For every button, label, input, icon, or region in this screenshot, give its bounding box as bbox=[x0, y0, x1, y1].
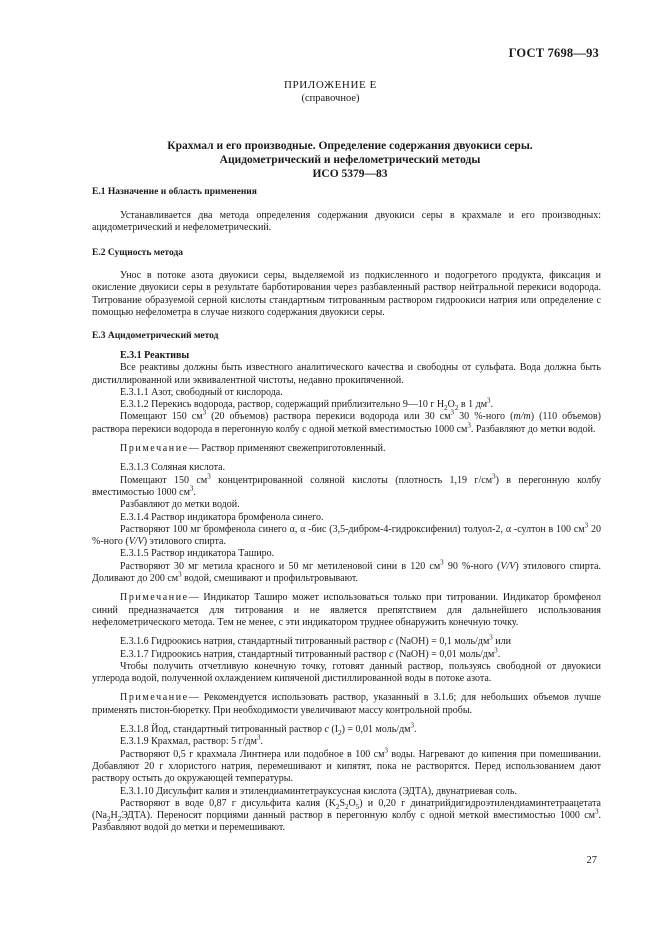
section-e3-body bbox=[92, 350, 601, 835]
note: Примечание— Рекомендуется использовать раствор, указанный в 3.1.6; для небольших объемов лучше применять пистон-бюретку. При необходимости увеличивают массу контрольной пробы. bbox=[92, 692, 601, 716]
subsection-heading: Е.3.1 Реактивы bbox=[120, 350, 190, 361]
paragraph: Помещают 150 $см^3$ концентрированной соляной кислоты (плотность 1,19 $г/см^3$) в перегонную колбу вместимостью 1000 $см^3$. bbox=[92, 472, 601, 498]
note: Примечание— Индикатор Таширо может использоваться только при титровании. Индикатор бромфенол синий предназначается для титрования и не является препятствием для дальнейшего использования нефелометрического метода. Тем не менее, с эти индикатором труднее обнаружить конечную точку. bbox=[92, 592, 601, 628]
paragraph: Устанавливается два метода определения содержания двуокиси серы в крахмале и его производных: ацидометрический и нефелометрический. bbox=[92, 210, 601, 234]
note: Примечание— Раствор применяют свежеприготовленный. bbox=[120, 443, 386, 455]
appendix-title: ПРИЛОЖЕНИЕ Е bbox=[284, 79, 377, 91]
paragraph: Е.3.1.2 Перекись водорода, раствор, содержащий приблизительно 9—10 г $H_2O_2$ в 1 $дм^3$. bbox=[120, 396, 494, 413]
standard-header: ГОСТ 7698—93 bbox=[508, 46, 599, 60]
paragraph: Е.3.1.3 Соляная кислота. bbox=[120, 462, 226, 474]
paragraph: Разбавляют до метки водой. bbox=[120, 499, 240, 511]
paragraph: Е.3.1.9 Крахмал, раствор: 5 $г/дм^3$. bbox=[120, 733, 263, 748]
paragraph: Растворяют 100 мг бромфенола синего α, α -бис (3,5-дибром-4-гидроксифенил) толуол-2, α -султон в 100 $см^3$ 20 %-ного (V/V) этилового спирта. bbox=[92, 521, 602, 548]
paragraph: Е.3.1.5 Раствор индикатора Таширо. bbox=[120, 548, 275, 560]
section-e2-heading: Е.2 Сущность метода bbox=[92, 248, 183, 258]
paragraph: Е.3.1.6 Гидроокись натрия, стандартный титрованный раствор c (NaOH) = 0,1 моль/$дм^3$ или bbox=[120, 633, 511, 648]
paragraph: Унос в потоке азота двуокиси серы, выделяемой из подкисленного и подогретого продукта, фиксация и окисление двуокиси серы в результате барботирования через разбавленный раствор нейтральной перекиси водорода. Титрование образуемой серной кислоты стандартным титрованным раствором гидроокиси натрия или определение с помощью нефелометра в случае низкого содержания двуокиси серы. bbox=[92, 270, 601, 318]
paragraph: Е.3.1.7 Гидроокись натрия, стандартный титрованный раствор c (NaOH) = 0,01 моль/$дм^3$. bbox=[120, 646, 501, 660]
section-e3-heading: Е.3 Ацидометрический метод bbox=[92, 331, 219, 341]
title-line-2: Ацидометрический и нефелометрический методы bbox=[219, 154, 481, 166]
title-line-1: Крахмал и его производные. Определение содержания двуокиси серы. bbox=[167, 140, 533, 152]
paragraph: Растворяют в воде 0,87 г дисульфита калия $(K_2S_2O_5)$ и 0,20 г динатрийдигидроэтилендиаминтетраацетата $(Na_2H_2ЭДТА)$. Переносят порциями данный раствор в перегонную колбу с одной меткой вместимостью 1000 $см^3$. Разбавляют водой до метки и перемешивают. bbox=[92, 797, 601, 834]
document-title bbox=[90, 139, 610, 181]
paragraph: Е.3.1.8 Йод, стандартный титрованный раствор c $(I_2) = 0,01$ моль/$дм^3$. bbox=[120, 721, 417, 738]
appendix-subtitle: (справочное) bbox=[301, 93, 360, 104]
paragraph: Помещают 150 $см^3$ (20 объемов) раствора перекиси водорода или 30 $см^3$ 30 %-ного (m/m) (110 объемов) раствора перекиси водорода в перегонную колбу с одной меткой вместимостью 1000 $см^3$. Разбавляют до метки водой. bbox=[92, 409, 601, 435]
section-e1-body bbox=[92, 210, 601, 235]
title-line-3: ИСО 5379—83 bbox=[312, 168, 388, 180]
paragraph: Чтобы получить отчетливую конечную точку, готовят данный раствор, пользуясь свободной от двуокиси углерода водой, полученной охлаждением кипяченой дистиллированной воды в потоке азота. bbox=[92, 660, 601, 685]
paragraph: Растворяют 0,5 г крахмала Линтнера или подобное в 100 $см^3$ воды. Нагревают до кипения при помешивании. Добавляют 20 г хлористого натрия, перемешивают и кипятят, пока не растворятся. Перед использованием дают раствору остыть до окружающей температуры. bbox=[92, 746, 602, 785]
section-e2-body bbox=[92, 270, 601, 319]
paragraph: Е.3.1.10 Дисульфит калия и этилендиаминтетрауксусная кислота (ЭДТА), двунатриевая соль. bbox=[120, 785, 517, 797]
page-number: 27 bbox=[586, 855, 597, 866]
section-e1-heading: Е.1 Назначение и область применения bbox=[92, 187, 257, 197]
paragraph: Е.3.1.1 Азот, свободный от кислорода. bbox=[120, 386, 283, 398]
paragraph: Е.3.1.4 Раствор индикатора бромфенола синего. bbox=[120, 511, 324, 523]
paragraph: Все реактивы должны быть известного аналитического качества и свободны от сульфата. Вода должна быть дистиллированной или эквивалентной чистоты, недавно прокипяченной. bbox=[92, 362, 601, 386]
paragraph: Растворяют 30 мг метила красного и 50 мг метиленовой сини в 120 $см^3$ 90 %-ного (V/V) этилового спирта. Доливают до 200 $см^3$ водой, смешивают и профильтровывают. bbox=[92, 558, 601, 585]
